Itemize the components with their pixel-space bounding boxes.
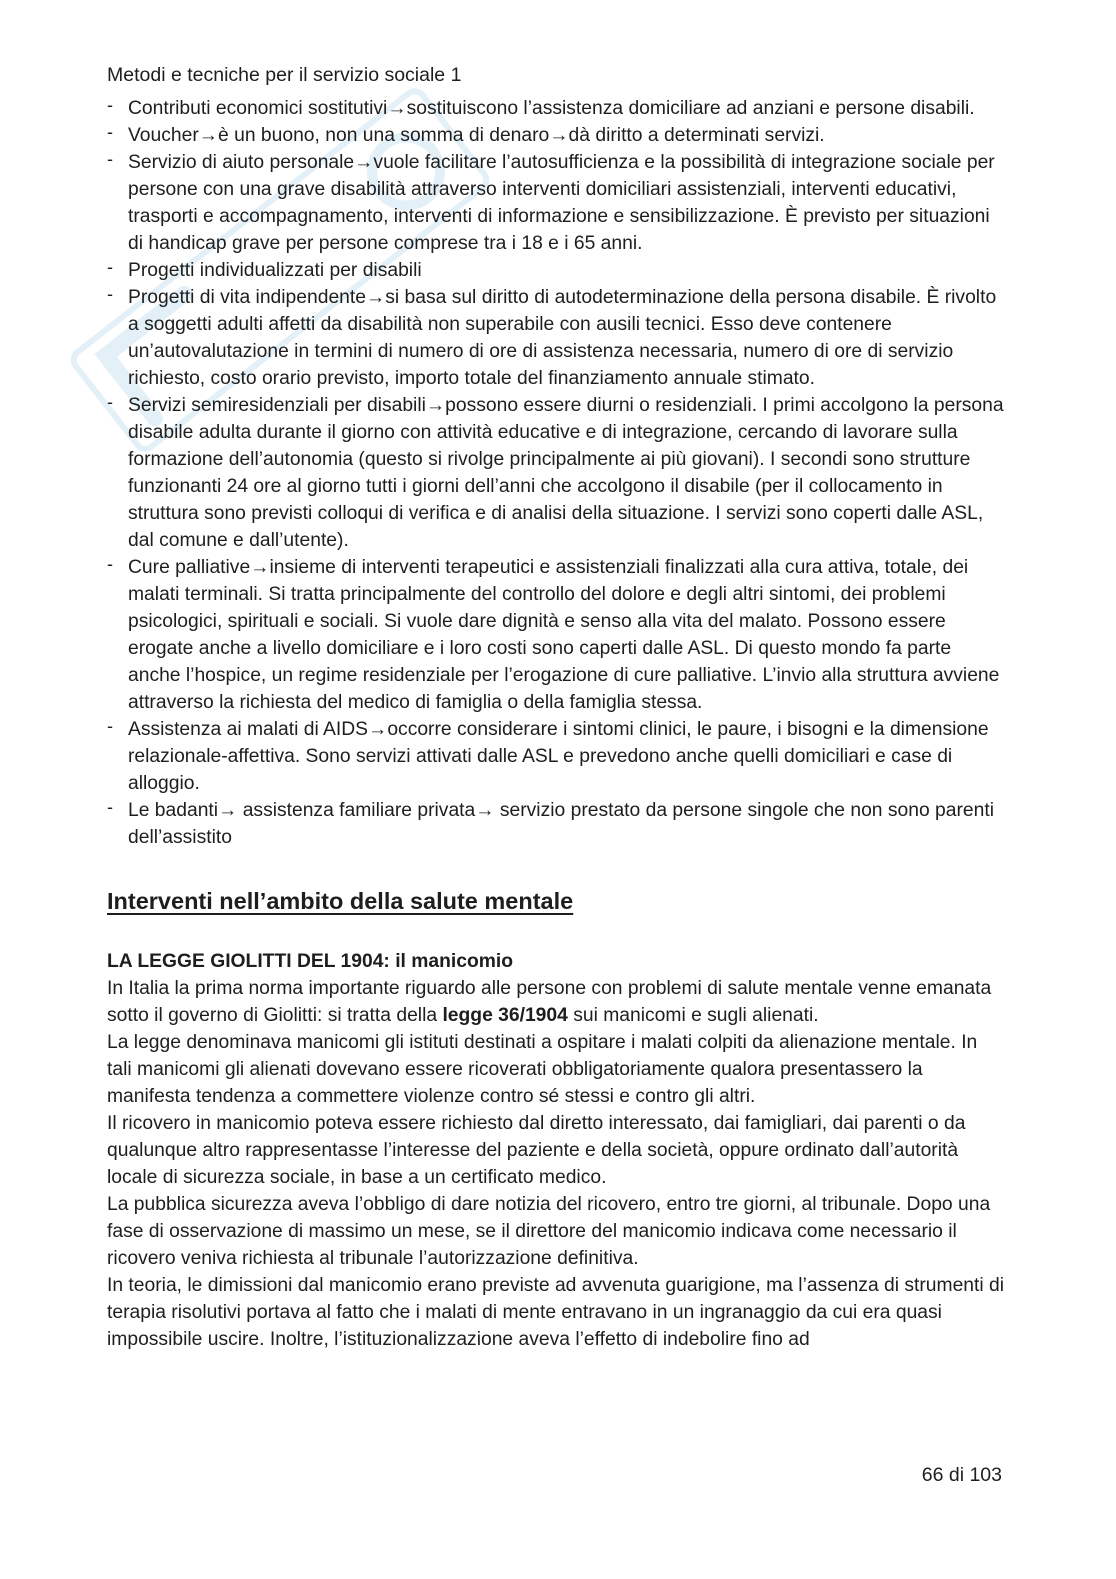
list-item: - Le badanti→ assistenza familiare privata→ servizio prestato da persone singole che non sono parenti dell’assistito — [107, 797, 1007, 851]
list-item: - Voucher→è un buono, non una somma di denaro→dà diritto a determinati servizi. — [107, 122, 1007, 149]
list-item: - Contributi economici sostitutivi→sostituiscono l’assistenza domiciliare ad anziani e persone disabili. — [107, 95, 1007, 122]
document-page — [107, 62, 1007, 1353]
body-text — [107, 975, 1007, 1353]
services-list — [107, 95, 1007, 851]
list-item: - Cure palliative→insieme di interventi terapeutici e assistenziali finalizzati alla cura attiva, totale, dei malati terminali. Si tratta principalmente del controllo del dolore e degli altri sintomi, dei problemi psicologici, spirituali e sociali. Si vuole dare dignità e senso alla vita del malato. Possono essere erogate anche a livello domiciliare e i loro costi sono caperti dalle ASL. Di questo mondo fa parte anche l’hospice, un regime residenziale per l’erogazione di cure palliative. L’invio alla struttura avviene attraverso la richiesta del medico di famiglia o della famiglia stessa. — [107, 554, 1007, 716]
running-header: Metodi e tecniche per il servizio sociale 1 — [107, 64, 462, 86]
list-item: - Assistenza ai malati di AIDS→occorre considerare i sintomi clinici, le paure, i bisogni e la dimensione relazionale-affettiva. Sono servizi attivati dalle ASL e prevedono anche quelli domiciliari e case di alloggio. — [107, 716, 1007, 797]
paragraph: In teoria, le dimissioni dal manicomio erano previste ad avvenuta guarigione, ma l’assenza di strumenti di terapia risolutivi portava al fatto che i malati di mente entravano in un ingranaggio da cui era quasi impossibile uscire. Inoltre, l’istituzionalizzazione aveva l’effetto di indebolire fino ad — [107, 1275, 1005, 1350]
paragraph: La pubblica sicurezza aveva l’obbligo di dare notizia del ricovero, entro tre giorni, al tribunale. Dopo una fase di osservazione di massimo un mese, se il direttore del manicomio indicava come necessario il ricovero veniva richiesta al tribunale l’autorizzazione definitiva. — [107, 1194, 991, 1269]
list-item: - Servizi semiresidenziali per disabili→possono essere diurni o residenziali. I primi accolgono la persona disabile adulta durante il giorno con attività educative e di integrazione, cercando di lavorare sulla formazione dell’autonomia (questo si rivolge principalmente ai più giovani). I secondi sono strutture funzionanti 24 ore al giorno tutti i giorni dell’anni che accolgono il disabile (per il collocamento in struttura sono previsti colloqui di verifica e di analisi della situazione. I servizi sono coperti dalle ASL, dal comune e dall’utente). — [107, 392, 1007, 554]
page-number: 66 di 103 — [921, 1464, 1002, 1486]
intro-paragraph: In Italia la prima norma importante riguardo alle persone con problemi di salute mentale venne emanata sotto il governo di Giolitti: si tratta della legge 36/1904 sui manicomi e sugli alienati. — [107, 978, 992, 1026]
paragraph: Il ricovero in manicomio poteva essere richiesto dal diretto interessato, dai famigliari, dai parenti o da qualunque altro rappresentasse l’interesse del paziente e della società, oppure ordinato dall’autorità locale di sicurezza sociale, in base a un certificato medico. — [107, 1113, 966, 1188]
list-item: - Servizio di aiuto personale→vuole facilitare l’autosufficienza e la possibilità di integrazione sociale per persone con una grave disabilità attraverso interventi domiciliari assistenziali, interventi educativi, trasporti e accompagnamento, interventi di informazione e sensibilizzazione. È previsto per situazioni di handicap grave per persone comprese tra i 18 e i 65 anni. — [107, 149, 1007, 257]
list-item: - Progetti individualizzati per disabili — [107, 257, 1007, 284]
law-reference: legge 36/1904 — [442, 1005, 568, 1026]
list-item: - Progetti di vita indipendente→si basa sul diritto di autodeterminazione della persona disabile. È rivolto a soggetti adulti affetti da disabilità non superabile con ausili tecnici. Esso deve contenere un’autovalutazione in termini di numero di ore di assistenza necessaria, numero di ore di servizio richiesto, costo orario previsto, importo totale del finanziamento annuale stimato. — [107, 284, 1007, 392]
section-title: Interventi nell’ambito della salute mentale — [107, 888, 574, 914]
subsection-title: LA LEGGE GIOLITTI DEL 1904: il manicomio — [107, 951, 514, 972]
paragraph: La legge denominava manicomi gli istituti destinati a ospitare i malati colpiti da alienazione mentale. In tali manicomi gli alienati dovevano essere ricoverati obbligatoriamente qualora presentassero la manifesta tendenza a commettere violenze contro sé stessi e contro gli altri. — [107, 1032, 978, 1107]
